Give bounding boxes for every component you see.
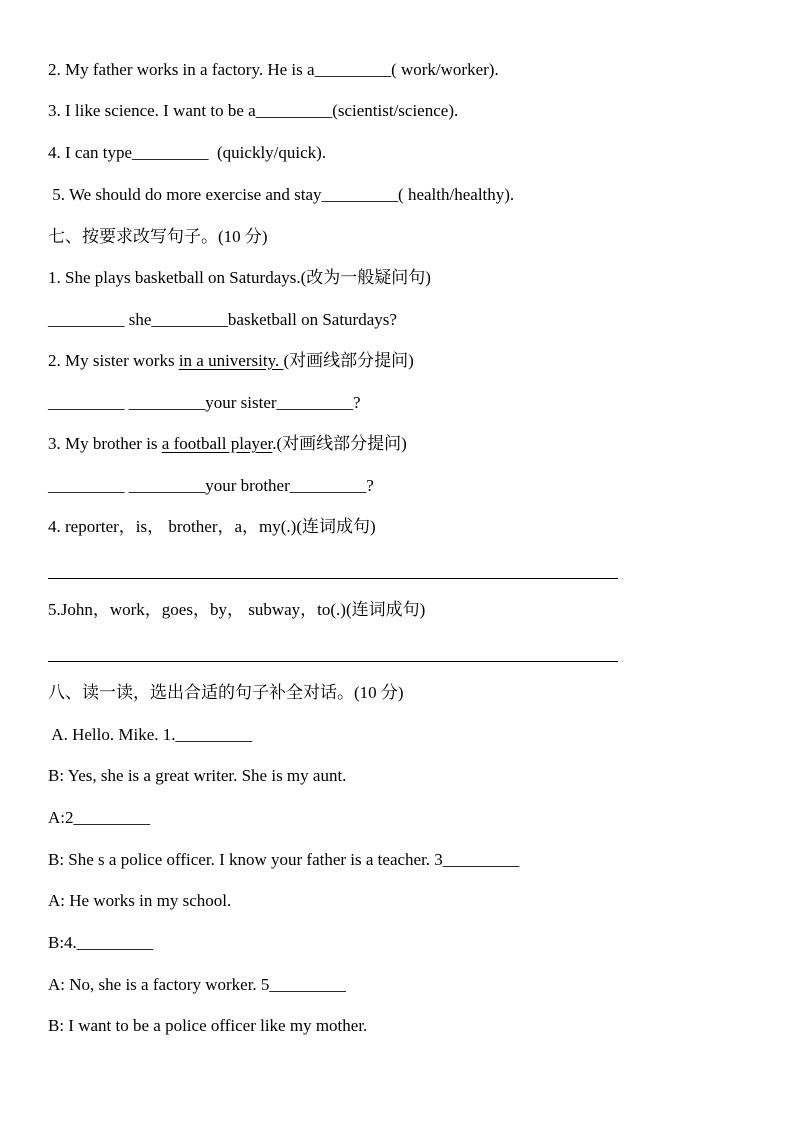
s7-q5-prompt: 5.John，work，goes，by， subway，to(.)(连词成句) [48,600,426,619]
s7-q4-prompt: 4. reporter，is， brother，a，my(.)(连词成句) [48,517,376,536]
s7-q1-answer-line: _________ she_________basketball on Saturdays? [48,310,397,329]
section-7-heading: 七、按要求改写句子。(10 分) [48,227,268,246]
dialogue-line: A: He works in my school. [48,891,232,910]
s6-question-2: 2. My father works in a factory. He is a_________( work/worker). [48,60,499,79]
s7-q1-prompt: 1. She plays basketball on Saturdays.(改为一般疑问句) [48,268,431,287]
s7-q3-prompt-pre: 3. My brother is [48,434,162,453]
s7-q3-answer-line: _________ _________your brother_________? [48,476,374,495]
s7-q2-prompt-pre: 2. My sister works [48,351,179,370]
dialogue-line: A:2_________ [48,808,150,827]
dialogue-line: A: No, she is a factory worker. 5_________ [48,975,346,994]
s7-q2-underlined-phrase: in a university. [178,351,284,370]
s6-question-4: 4. I can type_________ (quickly/quick). [48,143,327,162]
s7-q2-prompt [48,350,414,372]
dialogue-line: B: She s a police officer. I know your father is a teacher. 3_________ [48,850,520,869]
s6-question-3: 3. I like science. I want to be a_________(scientist/science). [48,101,459,120]
s7-q5-answer-rule [48,661,618,662]
s7-q3-underlined-phrase: a football player [161,434,273,453]
s7-q3-prompt [48,433,407,455]
s6-question-5: 5. We should do more exercise and stay_________( health/healthy). [48,185,515,204]
section-8-heading: 八、读一读，选出合适的句子补全对话。(10 分) [48,683,404,702]
s7-q2-answer-line: _________ _________your sister_________? [48,393,361,412]
dialogue-line: A. Hello. Mike. 1._________ [48,725,252,744]
s7-q3-prompt-post: .(对画线部分提问) [272,434,407,453]
dialogue-line: B: I want to be a police officer like my mother. [48,1016,368,1035]
s7-q4-answer-rule [48,578,618,579]
s7-q2-prompt-post: (对画线部分提问) [283,351,414,370]
dialogue-line: B:4._________ [48,933,154,952]
dialogue-line: B: Yes, she is a great writer. She is my aunt. [48,766,347,785]
